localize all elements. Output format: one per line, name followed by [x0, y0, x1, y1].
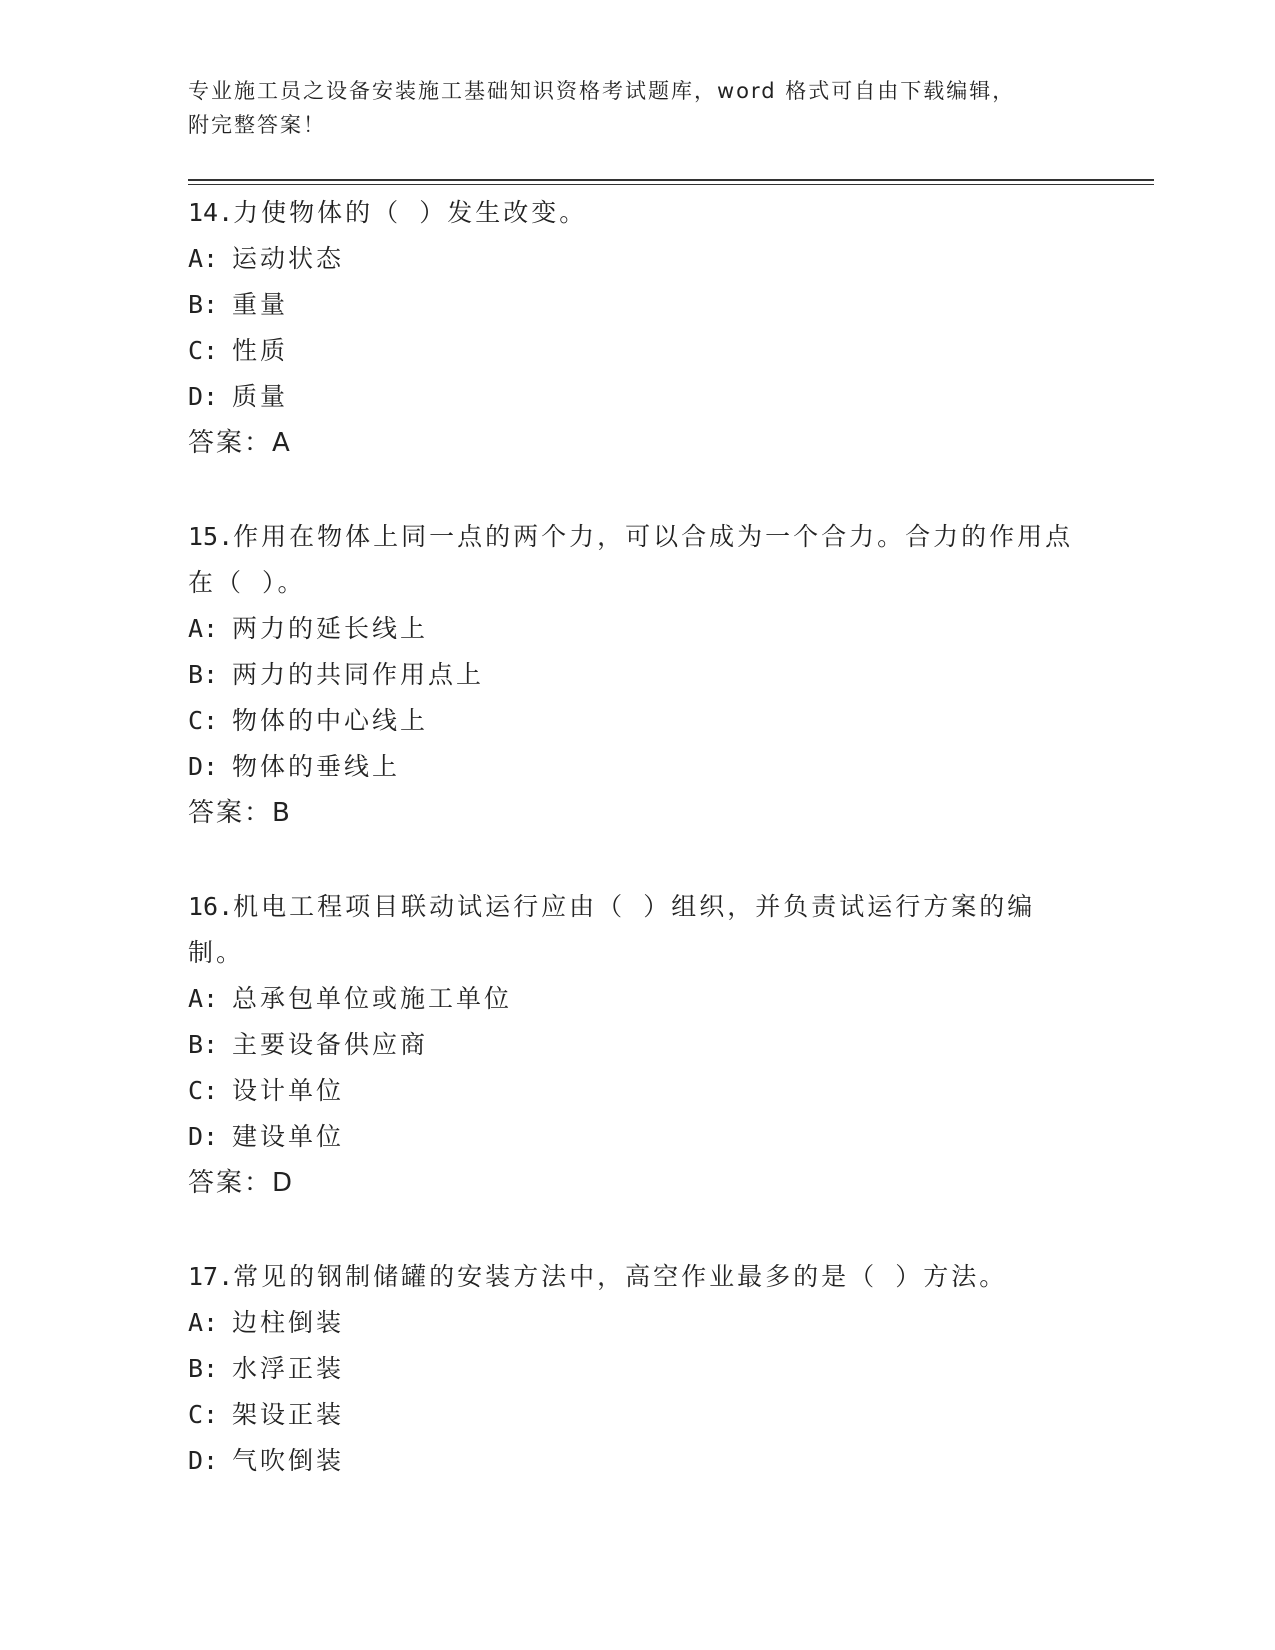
option-text: 质量 [232, 382, 289, 411]
option-b [188, 282, 1088, 328]
option-text: 两力的共同作用点上 [232, 660, 485, 689]
question-number: 16. [188, 892, 234, 921]
option-text: 两力的延长线上 [232, 614, 429, 643]
option-d [188, 1438, 1088, 1484]
header-line-2: 附完整答案！ [188, 113, 326, 137]
option-text: 总承包单位或施工单位 [232, 984, 513, 1013]
option-text: 性质 [232, 336, 289, 365]
option-key: A: [188, 244, 219, 273]
option-key: D: [188, 382, 219, 411]
question-15 [188, 514, 1088, 836]
option-d [188, 1114, 1088, 1160]
header-divider-thin [188, 184, 1154, 185]
option-text: 物体的中心线上 [232, 706, 429, 735]
option-key: B: [188, 1030, 219, 1059]
option-a [188, 1300, 1088, 1346]
option-text: 主要设备供应商 [232, 1030, 429, 1059]
option-b [188, 1346, 1088, 1392]
question-17 [188, 1254, 1088, 1484]
option-text: 水浮正装 [232, 1354, 345, 1383]
option-c [188, 328, 1088, 374]
option-key: D: [188, 1446, 219, 1475]
question-text: 作用在物体上同一点的两个力，可以合成为一个合力。合力的作用点在（ ）。 [188, 522, 1074, 597]
question-stem [188, 1254, 1088, 1300]
option-text: 边柱倒装 [232, 1308, 345, 1337]
document-header [188, 74, 1088, 142]
question-text: 机电工程项目联动试运行应由（ ）组织，并负责试运行方案的编制。 [188, 892, 1036, 967]
option-key: A: [188, 1308, 219, 1337]
answer-line: 答案：B [188, 798, 292, 828]
question-number: 15. [188, 522, 234, 551]
answer-line: 答案：D [188, 1168, 295, 1198]
option-c [188, 1068, 1088, 1114]
option-text: 架设正装 [232, 1400, 345, 1429]
option-a [188, 236, 1088, 282]
option-text: 建设单位 [232, 1122, 345, 1151]
header-divider-thick [188, 179, 1154, 181]
question-number: 17. [188, 1262, 234, 1291]
option-text: 设计单位 [232, 1076, 345, 1105]
option-c [188, 698, 1088, 744]
option-key: B: [188, 660, 219, 689]
option-d [188, 744, 1088, 790]
question-number: 14. [188, 198, 234, 227]
option-b [188, 652, 1088, 698]
option-text: 重量 [232, 290, 289, 319]
question-text: 常见的钢制储罐的安装方法中，高空作业最多的是（ ）方法。 [233, 1262, 1008, 1291]
option-key: D: [188, 1122, 219, 1151]
option-c [188, 1392, 1088, 1438]
option-key: C: [188, 706, 219, 735]
option-key: B: [188, 290, 219, 319]
question-14 [188, 190, 1088, 466]
option-key: A: [188, 614, 219, 643]
option-text: 运动状态 [232, 244, 345, 273]
answer-line: 答案：A [188, 428, 292, 458]
question-stem [188, 190, 1088, 236]
question-16 [188, 884, 1088, 1206]
option-key: B: [188, 1354, 219, 1383]
question-list [188, 190, 1088, 1532]
option-a [188, 976, 1088, 1022]
option-key: A: [188, 984, 219, 1013]
option-d [188, 374, 1088, 420]
question-stem [188, 514, 1088, 606]
option-b [188, 1022, 1088, 1068]
option-text: 气吹倒装 [232, 1446, 345, 1475]
option-key: D: [188, 752, 219, 781]
header-line-1: 专业施工员之设备安装施工基础知识资格考试题库，word 格式可自由下载编辑， [188, 79, 1016, 103]
option-a [188, 606, 1088, 652]
option-key: C: [188, 336, 219, 365]
question-text: 力使物体的（ ）发生改变。 [233, 198, 588, 227]
option-key: C: [188, 1400, 219, 1429]
option-text: 物体的垂线上 [232, 752, 401, 781]
option-key: C: [188, 1076, 219, 1105]
question-stem [188, 884, 1088, 976]
